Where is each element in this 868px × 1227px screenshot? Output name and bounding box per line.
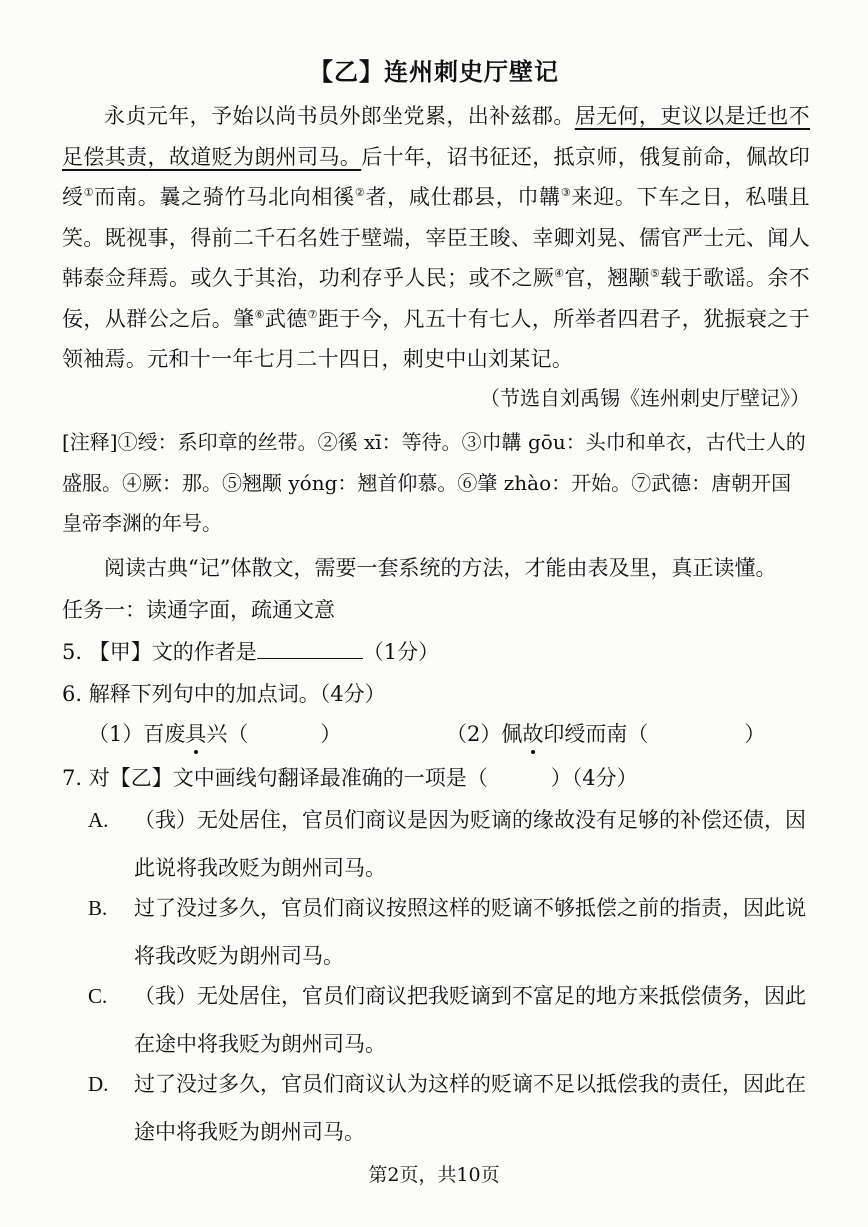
- choice-c[interactable]: [88, 972, 810, 1068]
- note-ref-1: ①: [83, 186, 95, 199]
- item-2-close: ）: [744, 722, 766, 746]
- choice-a[interactable]: [88, 796, 810, 892]
- question-5: [62, 636, 439, 666]
- passage-text-3: 而南。曩之骑竹马北向相徯: [94, 185, 355, 209]
- passage-text-2: 后十年，诏书征还，抵京师，俄复前命，佩故印绶: [62, 144, 810, 209]
- answer-blank[interactable]: [257, 638, 363, 659]
- question-6-item-2: [446, 718, 765, 748]
- choice-a-text: （我）无处居住，官员们商议是因为贬谪的缘故没有足够的补偿还债，因此说将我改贬为朗州司马。: [134, 808, 806, 880]
- item-2-post: 印绶而南（: [543, 722, 649, 746]
- item-2-pre: （2）佩: [446, 722, 523, 746]
- passage-text-9: 距于今，凡五十有七人，所举者四君子，犹振衰之于领袖焉。元和十一年七月二十四日，刺史中山刘某记。: [62, 306, 810, 371]
- annotations: [注释]①绶：系印章的丝带。②徯 xī：等待。③巾韝 gōu：头巾和单衣，古代士人的盛服。④厥：那。⑤翘颙 yóng：翘首仰慕。⑥肇 zhào：开始。⑦武德：唐朝开国皇帝李渊的年号。: [62, 430, 806, 535]
- page-number: 第2页，共10页: [368, 1164, 500, 1186]
- choice-b-text: 过了没过多久，官员们商议按照这样的贬谪不够抵偿之前的指责，因此说将我改贬为朗州司马。: [134, 896, 806, 968]
- dotted-word-2: 故: [522, 722, 544, 746]
- note-ref-2: ②: [354, 186, 366, 199]
- note-ref-6: ⑥: [254, 307, 265, 321]
- choice-d-letter: D.: [88, 1072, 109, 1096]
- passage-body: [62, 96, 810, 380]
- passage-text-8: 武德: [264, 306, 308, 331]
- passage-title: 【乙】连州刺史厅壁记: [309, 57, 559, 86]
- note-ref-4: ④: [554, 267, 565, 280]
- passage-text-1: 永贞元年，予始以尚书员外郎坐党累，出补兹郡。: [104, 104, 575, 128]
- choice-c-text: （我）无处居住，官员们商议把我贬谪到不富足的地方来抵偿债务，因此在途中将我贬为朗州司马。: [134, 984, 806, 1056]
- passage-text-7: 载于歌谣。余不佞，从群公之后。肇: [62, 266, 810, 331]
- question-5-prefix: 5. 【甲】文的作者是: [62, 640, 257, 664]
- question-6-item-1: [88, 718, 341, 748]
- choice-a-letter: A.: [88, 808, 109, 832]
- choice-d-text: 过了没过多久，官员们商议认为这样的贬谪不足以抵偿我的责任，因此在途中将我贬为朗州司马。: [134, 1072, 806, 1144]
- intro-text: 阅读古典“记”体散文，需要一套系统的方法，才能由表及里，真正读懂。: [104, 556, 777, 580]
- question-7: 7. 对【乙】文中画线句翻译最准确的一项是（ ）（4分）: [62, 766, 638, 790]
- note-ref-3: ③: [560, 186, 572, 199]
- note-ref-7: ⑦: [307, 307, 318, 321]
- underlined-sentence: 居无何，吏议以是迁也不足偿其责，故道贬为朗州司马。: [62, 104, 810, 169]
- task-heading: 任务一：读通字面，疏通文意: [62, 598, 335, 622]
- passage-text-4: 者，咸仕郡县，巾韝: [365, 185, 561, 209]
- passage-text-5: 来迎。下车之日，私嗤且笑。既视事，得前二千石名姓于壁端，宰臣王晙、幸卿刘晃、儒官严士元、闻人韩泰佥拜焉。或久于其治，功利存乎人民；或不之厥: [62, 185, 810, 290]
- item-1-close: ）: [320, 722, 342, 746]
- choice-d[interactable]: [88, 1060, 810, 1156]
- choice-c-letter: C.: [88, 984, 108, 1008]
- question-6: 6. 解释下列句中的加点词。（4分）: [62, 682, 386, 706]
- choice-b-letter: B.: [88, 896, 108, 920]
- choice-b[interactable]: [88, 884, 810, 980]
- passage-text-6: 官，翘颙: [564, 266, 651, 290]
- item-1-pre: （1）百废: [88, 722, 186, 746]
- item-1-post: 兴（: [206, 722, 249, 746]
- passage-source: （节选自刘禹锡《连州刺史厅壁记》）: [480, 386, 810, 410]
- question-5-suffix: （1分）: [362, 640, 440, 664]
- dotted-word-1: 具: [185, 722, 207, 746]
- note-ref-5: ⑤: [650, 267, 661, 280]
